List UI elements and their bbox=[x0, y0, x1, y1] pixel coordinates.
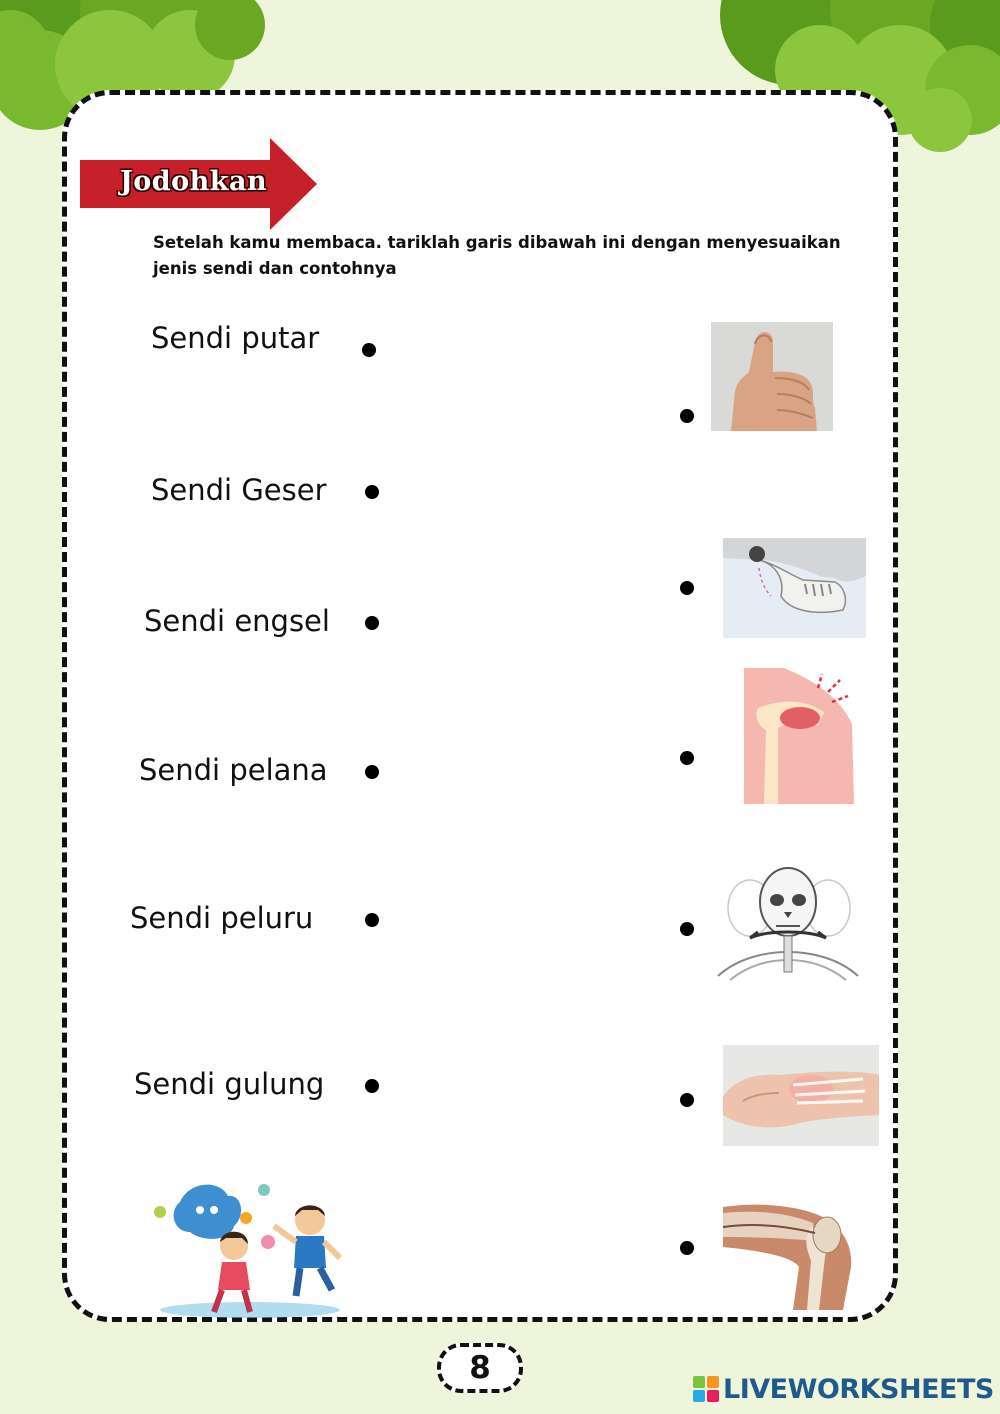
left-label-2: Sendi Geser bbox=[151, 473, 327, 507]
left-label-4: Sendi pelana bbox=[139, 753, 328, 787]
shoulder-image bbox=[744, 668, 854, 804]
liveworksheets-logo-icon bbox=[693, 1376, 719, 1402]
right-dot-5[interactable] bbox=[680, 1093, 694, 1107]
left-dot-5[interactable] bbox=[365, 913, 379, 927]
left-label-6: Sendi gulung bbox=[134, 1067, 325, 1101]
left-dot-4[interactable] bbox=[365, 765, 379, 779]
right-dot-3[interactable] bbox=[680, 751, 694, 765]
left-dot-2[interactable] bbox=[365, 485, 379, 499]
instruction-text: Setelah kamu membaca. tariklah garis dibawah ini dengan menyesuaikan jenis sendi dan contohnya bbox=[153, 233, 841, 278]
wrist-image bbox=[723, 1045, 879, 1146]
thumbs-up-image bbox=[711, 322, 833, 431]
right-dot-6[interactable] bbox=[680, 1241, 694, 1255]
left-dot-1[interactable] bbox=[362, 343, 376, 357]
skull-jaw-image bbox=[723, 538, 866, 638]
left-label-1: Sendi putar bbox=[151, 321, 320, 355]
brand-logo[interactable] bbox=[693, 1372, 994, 1406]
right-dot-2[interactable] bbox=[680, 581, 694, 595]
children-playing-illustration bbox=[150, 1172, 350, 1322]
left-dot-6[interactable] bbox=[365, 1079, 379, 1093]
page-number: 8 bbox=[437, 1343, 523, 1393]
right-dot-1[interactable] bbox=[680, 409, 694, 423]
knee-image bbox=[723, 1187, 870, 1310]
left-label-3: Sendi engsel bbox=[144, 604, 330, 638]
neck-rotation-image bbox=[710, 852, 866, 982]
left-dot-3[interactable] bbox=[365, 616, 379, 630]
left-label-5: Sendi peluru bbox=[130, 901, 314, 935]
banner-title: Jodohkan bbox=[120, 166, 268, 197]
right-dot-4[interactable] bbox=[680, 922, 694, 936]
brand-name: LIVEWORKSHEETS bbox=[723, 1373, 994, 1405]
